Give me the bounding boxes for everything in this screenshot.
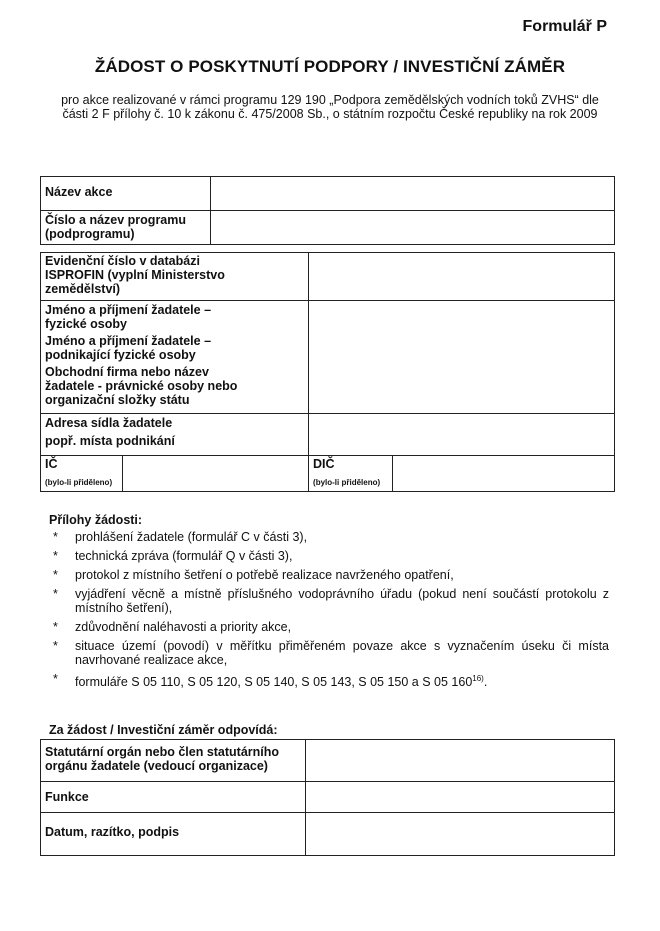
program-field[interactable] <box>211 211 615 245</box>
bullet-asterisk-icon: * <box>53 672 58 686</box>
responsible-heading: Za žádost / Investiční záměr odpovídá: <box>49 723 278 737</box>
address-field[interactable] <box>309 414 615 456</box>
bullet-asterisk-icon: * <box>53 620 58 634</box>
form-number: Formulář P <box>522 18 607 35</box>
subtitle <box>40 93 620 121</box>
applicant-name-field[interactable] <box>309 301 615 414</box>
bullet-asterisk-icon: * <box>53 530 58 544</box>
list-item: * zdůvodnění naléhavosti a priority akce, <box>53 620 292 634</box>
list-item: * vyjádření věcně a místně příslušného vodoprávního úřadu (pokud není součástí protokolu z místního šetření), <box>53 587 609 615</box>
function-field[interactable] <box>306 782 615 813</box>
table-row <box>41 211 615 245</box>
evidence-number-field[interactable] <box>309 253 615 301</box>
table-row <box>41 813 615 856</box>
function-label: Funkce <box>41 782 306 813</box>
dic-label: DIČ (bylo-li přiděleno) <box>309 456 393 492</box>
responsible-table <box>40 739 615 856</box>
footnote-ref: 16) <box>472 674 484 683</box>
action-name-field[interactable] <box>211 177 615 211</box>
table-row <box>41 782 615 813</box>
statutory-body-label: Statutární orgán nebo člen statutárního orgánu žadatele (vedoucí organizace) <box>41 740 306 782</box>
applicant-name-label: Jméno a příjmení žadatele – fyzické osoby Jméno a příjmení žadatele – podnikající fyzické osoby Obchodní firma nebo název žadatele - právnické osoby nebo organizační složky státu <box>41 301 309 414</box>
list-item: * technická zpráva (formulář Q v části 3), <box>53 549 293 563</box>
action-name-label: Název akce <box>41 177 211 211</box>
attachments-list <box>49 530 609 694</box>
date-stamp-signature-label: Datum, razítko, podpis <box>41 813 306 856</box>
attachments-heading: Přílohy žádosti: <box>49 513 143 527</box>
bullet-asterisk-icon: * <box>53 587 58 601</box>
bullet-asterisk-icon: * <box>53 549 58 563</box>
table-row <box>41 253 615 301</box>
table-row <box>41 414 615 456</box>
applicant-table <box>40 252 615 492</box>
page-title: ŽÁDOST O POSKYTNUTÍ PODPORY / INVESTIČNÍ ZÁMĚR <box>94 57 566 76</box>
bullet-asterisk-icon: * <box>53 568 58 582</box>
action-table <box>40 176 615 245</box>
bullet-asterisk-icon: * <box>53 639 58 653</box>
list-item: * prohlášení žadatele (formulář C v části 3), <box>53 530 308 544</box>
table-row <box>41 177 615 211</box>
dic-field[interactable] <box>393 456 615 492</box>
address-label: Adresa sídla žadatele popř. místa podnikání <box>41 414 309 456</box>
list-item: * situace území (povodí) v měřítku přiměřeném povaze akce s vyznačením úseku či místa navrhované realizace akce, <box>53 639 609 667</box>
evidence-number-label: Evidenční číslo v databázi ISPROFIN (vyplní Ministerstvo zemědělství) <box>41 253 309 301</box>
statutory-body-field[interactable] <box>306 740 615 782</box>
ic-field[interactable] <box>123 456 309 492</box>
list-item: * protokol z místního šetření o potřebě realizace navrženého opatření, <box>53 568 454 582</box>
program-label: Číslo a název programu (podprogramu) <box>41 211 211 245</box>
table-row <box>41 456 615 492</box>
subtitle-line-2: části 2 F přílohy č. 10 k zákonu č. 475/2008 Sb., o státním rozpočtu České republiky na rok 2009 <box>62 107 598 121</box>
subtitle-line-1: pro akce realizované v rámci programu 129 190 „Podpora zemědělských vodních toků ZVHS“ dle <box>61 93 599 107</box>
table-row <box>41 301 615 414</box>
table-row <box>41 740 615 782</box>
date-stamp-signature-field[interactable] <box>306 813 615 856</box>
ic-label: IČ (bylo-li přiděleno) <box>41 456 123 492</box>
list-item: * formuláře S 05 110, S 05 120, S 05 140, S 05 143, S 05 150 a S 05 160$^{16)}$. <box>53 672 488 690</box>
